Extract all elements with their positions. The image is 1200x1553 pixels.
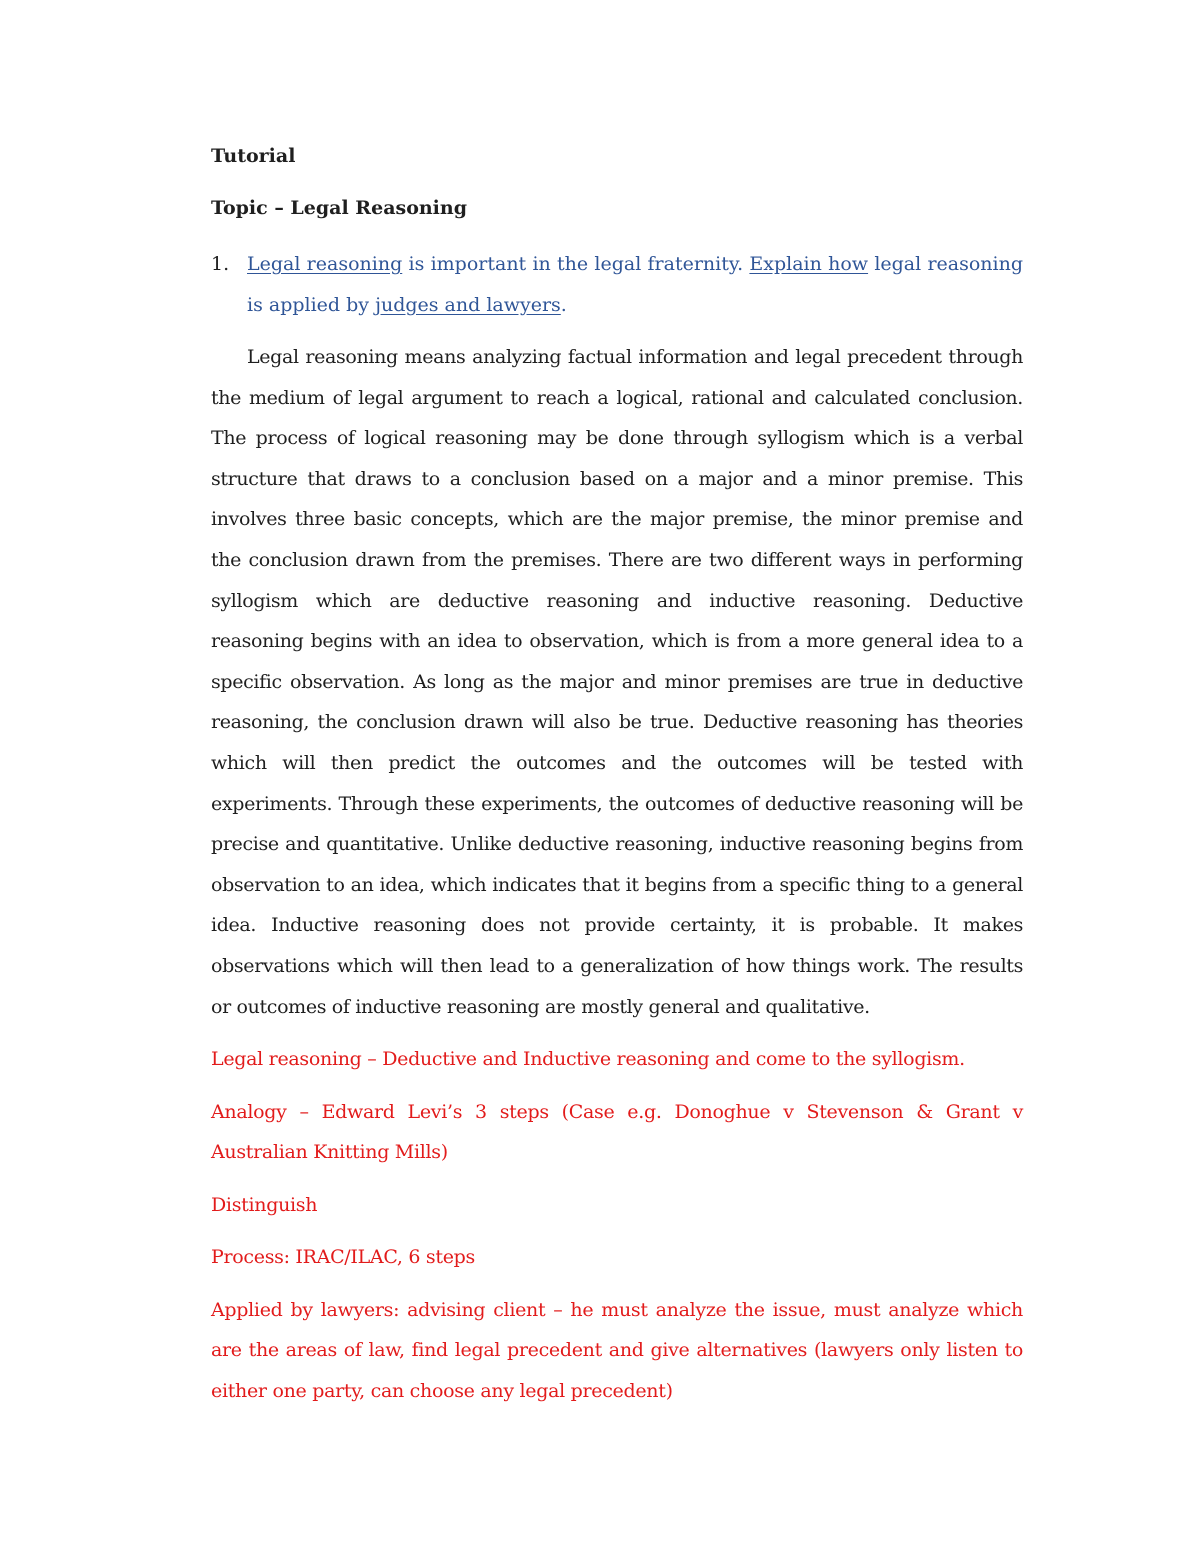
note-process: Process: IRAC/ILAC, 6 steps xyxy=(211,1246,475,1269)
answer-paragraph: Legal reasoning means analyzing factual information and legal precedent through the medium of legal argument to reach a logical, rational and calculated conclusion. The process of logical reasoning may be done through syllogism which is a verbal structure that draws to a conclusion based on a major and a minor premise. This involves three basic concepts, which are the major premise, the minor premise and the conclusion drawn from the premises. There are two different ways in performing syllogism which are deductive reasoning and inductive reasoning. Deductive reasoning begins with an idea to observation, which is from a more general idea to a specific observation. As long as the major and minor premises are true in deductive reasoning, the conclusion drawn will also be true. Deductive reasoning has theories which will then predict the outcomes and the outcomes will be tested with experiments. Through these experiments, the outcomes of deductive reasoning will be precise and quantitative. Unlike deductive reasoning, inductive reasoning begins from observation to an idea, which indicates that it begins from a specific thing to a general idea. Inductive reasoning does not provide certainty, it is probable. It makes observations which will then lead to a generalization of how things work. The results or outcomes of inductive reasoning are mostly general and qualitative. xyxy=(211,346,1023,1018)
question-text-part: legal reasoning is applied by xyxy=(247,253,1024,316)
question-text-part: . xyxy=(560,293,567,316)
note-analogy: Analogy – Edward Levi’s 3 steps (Case e.g. Donoghue v Stevenson & Grant v Australian Knitting Mills) xyxy=(211,1100,1023,1164)
document-title: Tutorial xyxy=(211,145,296,167)
note-applied-by-lawyers: Applied by lawyers: advising client – he must analyze the issue, must analyze which are the areas of law, find legal precedent and give alternatives (lawyers only listen to either one party, can choose any legal precedent) xyxy=(211,1298,1023,1402)
note-distinguish: Distinguish xyxy=(211,1193,318,1216)
question-1 xyxy=(211,244,1023,325)
explain-how-link[interactable]: Explain how xyxy=(749,253,869,275)
question-number: 1. xyxy=(211,253,230,275)
question-text-part: is important in the legal fraternity. xyxy=(402,253,750,275)
legal-reasoning-link[interactable]: Legal reasoning xyxy=(247,253,403,275)
document-page xyxy=(211,140,1023,1423)
judges-and-lawyers-link[interactable]: judges and lawyers xyxy=(375,293,561,316)
note-legal-reasoning: Legal reasoning – Deductive and Inductive reasoning and come to the syllogism. xyxy=(211,1048,965,1071)
topic-heading: Topic – Legal Reasoning xyxy=(211,197,467,219)
